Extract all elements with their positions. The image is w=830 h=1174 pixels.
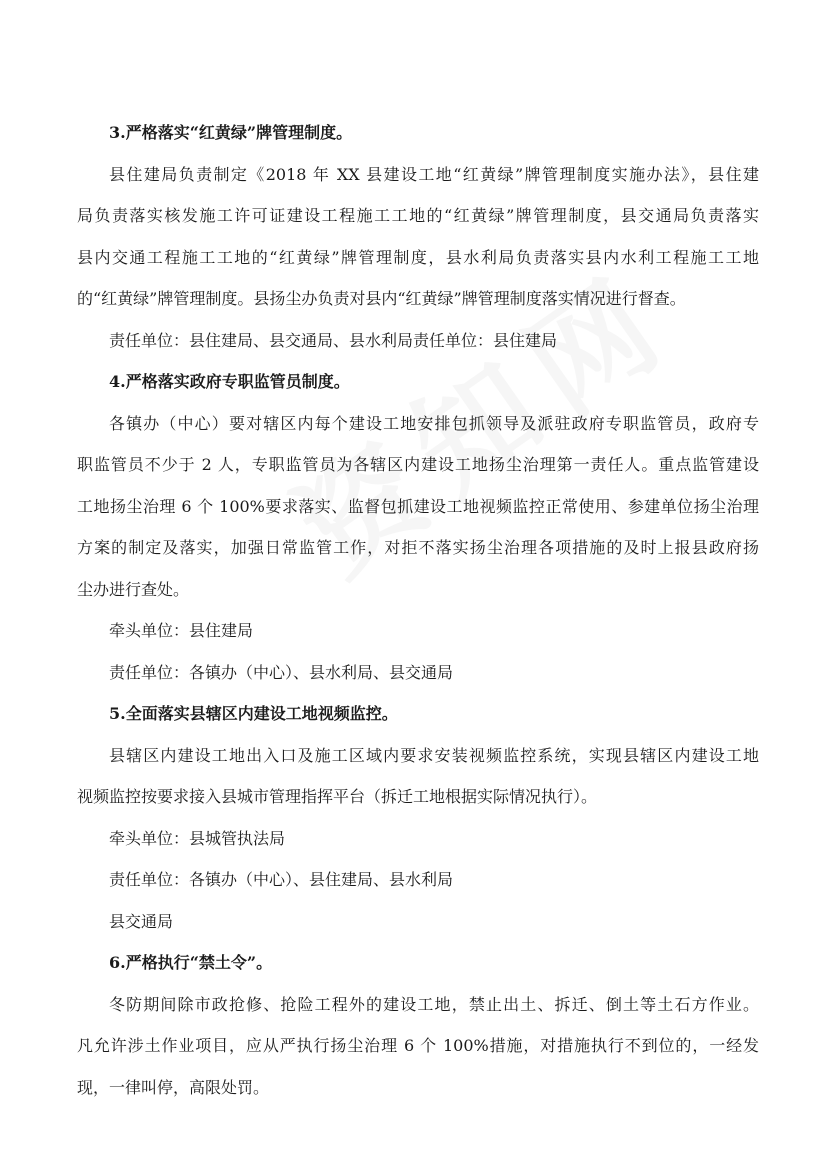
section-3-body-line: 县内交通工程施工工地的“红黄绿”牌管理制度，县水利局负责落实县内水利工程施工工地 bbox=[77, 247, 759, 267]
section-5-responsibility: 责任单位：各镇办（中心）、县住建局、县水利局 bbox=[109, 870, 454, 889]
document-page bbox=[77, 112, 759, 1108]
section-6-heading: 6.严格执行“禁土令”。 bbox=[109, 953, 273, 972]
section-4-body-line: 尘办进行查处。 bbox=[77, 579, 190, 599]
section-5-body-line: 县辖区内建设工地出入口及施工区域内要求安装视频监控系统，实现县辖区内建设工地 bbox=[109, 745, 759, 765]
section-5-responsibility-cont: 县交通局 bbox=[109, 911, 174, 931]
section-3-responsibility: 责任单位：县住建局、县交通局、县水利局责任单位：县住建局 bbox=[109, 330, 558, 350]
section-5-heading: 5.全面落实县辖区内建设工地视频监控。 bbox=[109, 704, 398, 723]
section-3-body-line: 的“红黄绿”牌管理制度。县扬尘办负责对县内“红黄绿”牌管理制度落实情况进行督查。 bbox=[77, 289, 686, 308]
section-5-body-line: 视频监控按要求接入县城市管理指挥平台（拆迁工地根据实际情况执行）。 bbox=[77, 787, 598, 806]
section-3-body-line: 县住建局负责制定《2018 年 XX 县建设工地“红黄绿”牌管理制度实施办法》，县住建 bbox=[109, 164, 759, 184]
section-3-heading: 3.严格落实“红黄绿”牌管理制度。 bbox=[109, 123, 353, 142]
section-4-body-line: 方案的制定及落实，加强日常监管工作，对拒不落实扬尘治理各项措施的及时上报县政府扬 bbox=[77, 538, 759, 557]
section-4-lead-unit: 牵头单位：县住建局 bbox=[109, 621, 254, 640]
section-6-body-line: 凡允许涉土作业项目，应从严执行扬尘治理 6 个 100%措施，对措施执行不到位的，一经发 bbox=[77, 1036, 759, 1055]
section-3-body-line: 局负责落实核发施工许可证建设工程施工工地的“红黄绿”牌管理制度，县交通局负责落实 bbox=[77, 206, 759, 225]
section-5-lead-unit: 牵头单位：县城管执法局 bbox=[109, 828, 286, 848]
section-4-body-line: 职监管员不少于 2 人，专职监管员为各辖区内建设工地扬尘治理第一责任人。重点监管建设 bbox=[77, 455, 759, 474]
section-4-responsibility: 责任单位：各镇办（中心）、县水利局、县交通局 bbox=[109, 662, 454, 682]
section-6-body-line: 现，一律叫停，高限处罚。 bbox=[77, 1077, 270, 1097]
section-4-heading: 4.严格落实政府专职监管员制度。 bbox=[109, 372, 350, 391]
section-4-body-line: 工地扬尘治理 6 个 100%要求落实、监督包抓建设工地视频监控正常使用、参建单位扬尘治理 bbox=[77, 496, 759, 516]
section-4-body-line: 各镇办（中心）要对辖区内每个建设工地安排包抓领导及派驻政府专职监管员，政府专 bbox=[109, 413, 759, 433]
section-6-body-line: 冬防期间除市政抢修、抢险工程外的建设工地，禁止出土、拆迁、倒土等土石方作业。 bbox=[109, 994, 759, 1014]
